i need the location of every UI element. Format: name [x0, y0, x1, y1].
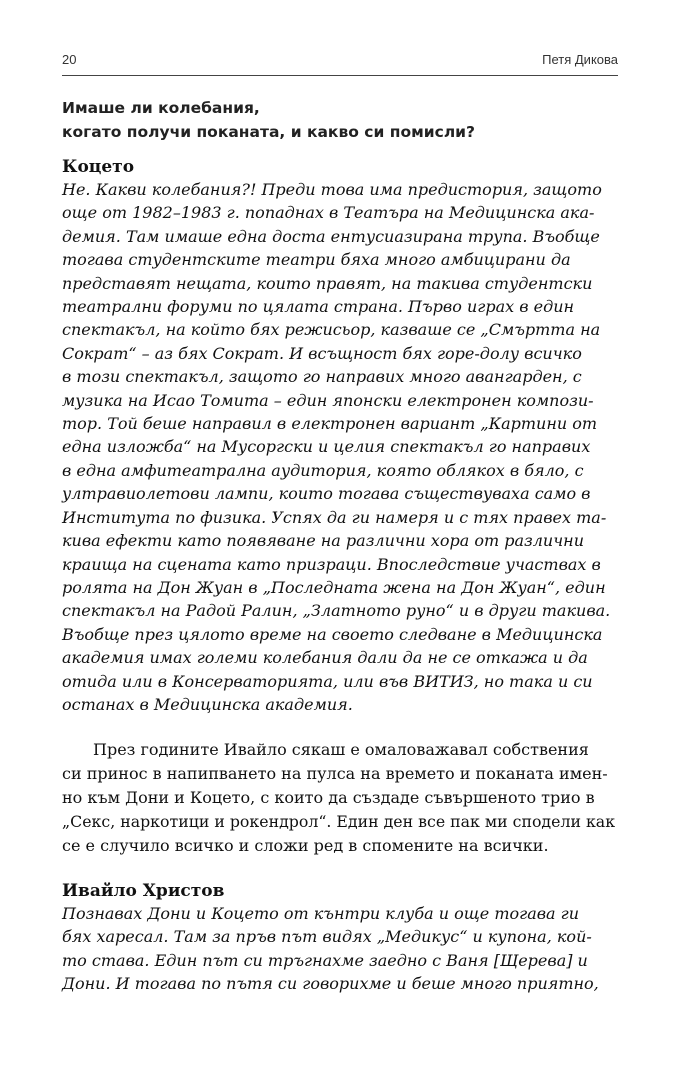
answer-line: в този спектакъл, защото го направих много авангарден, с — [62, 367, 582, 387]
speaker-answer — [62, 178, 618, 716]
header-rule — [62, 75, 618, 76]
running-head-author: Петя Дикова — [542, 52, 618, 67]
answer-line: представят нещата, които правят, на такива студентски — [62, 273, 593, 293]
answer-line: театрални форуми по цялата страна. Първо играх в един — [62, 297, 575, 317]
answer-line: академия имах големи колебания дали да не се откажа и да — [62, 648, 588, 668]
page-number: 20 — [62, 52, 77, 67]
narration-line: но към Дони и Коцето, с които да създаде съвършеното трио в — [62, 788, 595, 807]
narration-line: се е случило всичко и сложи ред в спомените на всички. — [62, 836, 549, 855]
answer-line: тогава студентските театри бяха много амбицирани да — [62, 250, 571, 270]
answer-line: Института по физика. Успях да ги намеря и с тях правех та- — [62, 507, 607, 527]
answer-line: останах в Медицинска академия. — [62, 694, 353, 714]
answer-line: тор. Той беше направил в електронен вариант „Картини от — [62, 414, 598, 434]
answer-line: отида или в Консерваторията, или във ВИТИЗ, но така и си — [62, 671, 593, 691]
answer-line: в една амфитеатрална аудитория, която облякох в бяло, с — [62, 460, 584, 480]
answer-line: демия. Там имаше една доста ентусиазирана трупа. Въобще — [62, 226, 600, 246]
narration-line: „Секс, наркотици и рокендрол“. Един ден все пак ми сподели как — [62, 812, 616, 831]
speaker-answer — [62, 902, 618, 996]
answer-line: музика на Исао Томита – един японски електронен компози- — [62, 390, 594, 410]
answer-line: Сократ“ – аз бях Сократ. И всъщност бях горе-долу всичко — [62, 343, 582, 363]
narration-paragraph — [62, 738, 618, 858]
answer-line: спектакъл на Радой Ралин, „Златното руно“ и в други такива. — [62, 601, 611, 621]
answer-line: ултравиолетови лампи, които тогава съществуваха само в — [62, 484, 591, 504]
narration-line: си принос в напипването на пулса на времето и поканата имен- — [62, 764, 608, 783]
question-line: Имаше ли колебания, — [62, 99, 260, 117]
answer-line: Въобще през цялото време на своето следване в Медицинска — [62, 624, 603, 644]
answer-line: кива ефекти като появяване на различни хора от различни — [62, 531, 584, 551]
page-header — [62, 52, 618, 74]
answer-line: Дони. И тогава по пътя си говорихме и беше много приятно, — [62, 974, 599, 994]
question-line: когато получи поканата, и какво си помисли? — [62, 123, 476, 141]
answer-line: още от 1982–1983 г. попаднах в Театъра на Медицинска ака- — [62, 203, 595, 223]
answer-line: Не. Какви колебания?! Преди това има предистория, защото — [62, 180, 602, 199]
book-page — [62, 0, 618, 1075]
answer-line: краища на сцената като призраци. Впоследствие участвах в — [62, 554, 601, 574]
answer-line: то става. Един път си тръгнахме заедно с Ваня [Щерева] и — [62, 950, 588, 970]
speaker-name: Ивайло Христов — [62, 881, 225, 901]
answer-line: бях харесал. Там за пръв път видях „Медикус“ и купона, кой- — [62, 927, 592, 947]
answer-line: ролята на Дон Жуан в „Последната жена на Дон Жуан“, един — [62, 577, 606, 597]
answer-line: спектакъл, на който бях режисьор, казваше се „Смъртта на — [62, 320, 601, 340]
speaker-name: Коцето — [62, 157, 135, 177]
answer-line: Познавах Дони и Коцето от кънтри клуба и още тогава ги — [62, 904, 580, 923]
answer-line: една изложба“ на Мусоргски и целия спектакъл го направих — [62, 437, 591, 457]
interview-question — [62, 96, 618, 144]
narration-line: През годините Ивайло сякаш е омаловажавал собствения — [93, 740, 589, 759]
